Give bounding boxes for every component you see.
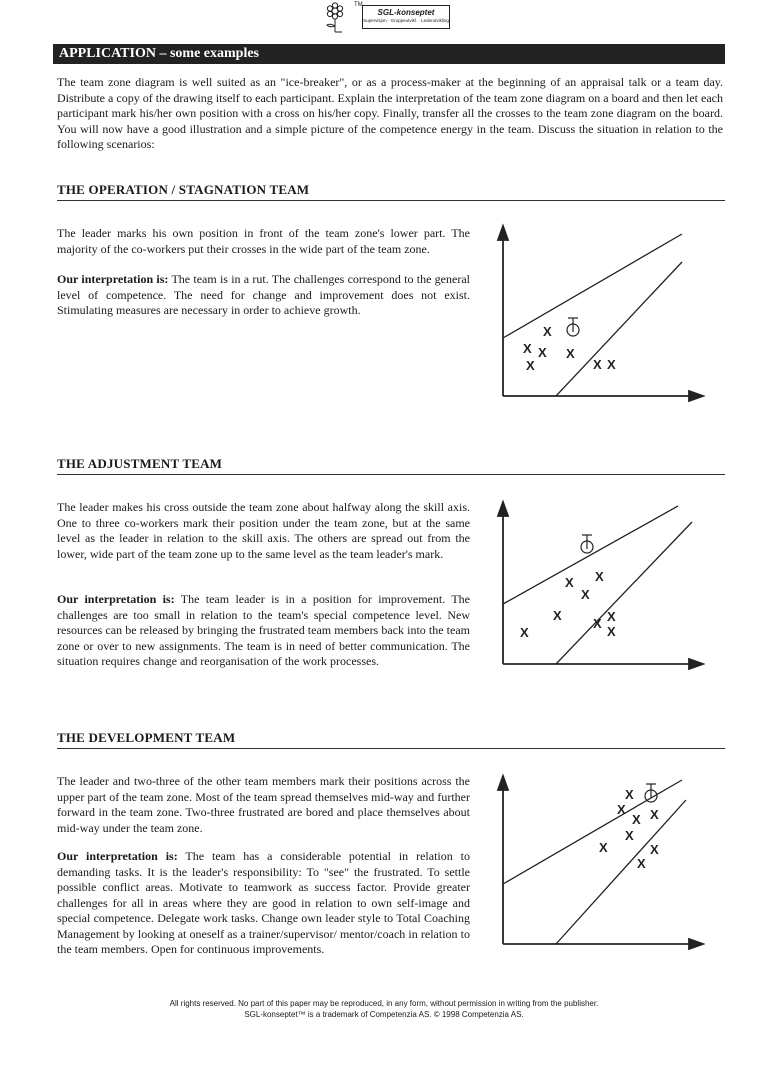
section-heading-adjustment: THE ADJUSTMENT TEAM bbox=[57, 456, 725, 475]
zone-upper-line bbox=[503, 234, 682, 338]
zone-lower-line bbox=[556, 262, 682, 396]
leader-mark bbox=[581, 535, 593, 553]
section-heading-operation: THE OPERATION / STAGNATION TEAM bbox=[57, 182, 725, 201]
axis-arrow-up bbox=[498, 226, 508, 240]
team-mark: X bbox=[595, 569, 604, 584]
team-mark: X bbox=[566, 346, 575, 361]
interpretation-label: Our interpretation is: bbox=[57, 272, 169, 286]
team-mark: X bbox=[607, 609, 616, 624]
team-mark: X bbox=[650, 842, 659, 857]
axis-arrow-right bbox=[689, 659, 703, 669]
trademark-mark: TM bbox=[354, 2, 363, 8]
team-mark: X bbox=[607, 624, 616, 639]
section-interpretation-development bbox=[57, 849, 470, 958]
team-mark: X bbox=[617, 802, 626, 817]
section-description-development: The leader and two-three of the other team members mark their positions across the upper part of the team zone. Most of the team spread themselves mid-way and further forward in the team zone. Two-three frustrated are bored and place themselves about mid-way under the team zone. bbox=[57, 774, 470, 835]
team-mark: X bbox=[632, 812, 641, 827]
page-title: APPLICATION – some examples bbox=[53, 44, 725, 64]
team-mark: X bbox=[538, 345, 547, 360]
team-mark: X bbox=[593, 616, 602, 631]
axis-arrow-up bbox=[498, 502, 508, 516]
team-mark: X bbox=[625, 828, 634, 843]
team-mark: X bbox=[607, 357, 616, 372]
team-mark: X bbox=[637, 856, 646, 871]
team-mark: X bbox=[520, 625, 529, 640]
team-mark: X bbox=[565, 575, 574, 590]
team-mark: X bbox=[581, 587, 590, 602]
team-mark: X bbox=[523, 341, 532, 356]
team-mark: X bbox=[650, 807, 659, 822]
axis-arrow-right bbox=[689, 939, 703, 949]
section-description-operation: The leader marks his own position in front of the team zone's lower part. The majority of the co-workers put their crosses in the wide part of the team zone. bbox=[57, 226, 470, 256]
section-interpretation-operation bbox=[57, 272, 470, 319]
company-logo bbox=[320, 2, 455, 34]
interpretation-text: The team has a considerable potential in relation to demanding tasks. It is the leader's responsibility: To "see" the frustrated. To settle possible conflict areas. Motivate to teamwork as success factor. Provide greater challenges for all in areas where they are good in relation to own self-image and special competence. Delegate work tasks. Change own leader style to Total Coaching Management by looking at oneself as a trainer/supervisor/ mentor/coach in relation to the team members. Open for continuous improvements. bbox=[57, 849, 470, 956]
axis-arrow-right bbox=[689, 391, 703, 401]
leader-mark bbox=[567, 318, 579, 336]
team-mark: X bbox=[526, 358, 535, 373]
trademark-notice: SGL-konseptet™ is a trademark of Competenzia AS. © 1998 Competenzia AS. bbox=[244, 1010, 524, 1019]
brand-tagline: Supervisjon · Gruppeutvikl. · Lederutvikling bbox=[363, 18, 449, 23]
team-zone-diagram-development bbox=[490, 772, 710, 954]
interpretation-label: Our interpretation is: bbox=[57, 592, 175, 606]
zone-upper-line bbox=[503, 780, 682, 884]
zone-lower-line bbox=[556, 522, 692, 664]
interpretation-label: Our interpretation is: bbox=[57, 849, 178, 863]
intro-paragraph: The team zone diagram is well suited as an "ice-breaker", or as a process-maker at the beginning of an appraisal talk or a team day. Distribute a copy of the drawing itself to each participant. Explain the interpretation of the team zone diagram on a board and then let each participant mark his/her own position with a cross on his/her copy. Finally, transfer all the crosses to the team zone diagram on the board. You will now have a good illustration and a simple picture of the competence energy in the team. Discuss the situation in relation to the following scenarios: bbox=[57, 75, 723, 151]
team-mark: X bbox=[593, 357, 602, 372]
team-mark: X bbox=[553, 608, 562, 623]
copyright-notice: All rights reserved. No part of this paper may be reproduced, in any form, without permission in writing from the publisher. bbox=[169, 999, 599, 1008]
section-description-adjustment: The leader makes his cross outside the team zone about halfway along the skill axis. One to three co-workers mark their position under the team zone, but at the same level as the leader in relation to the skill axis. The others are spread out from the lower, wide part of the team zone up to the same level as the team leader's mark. bbox=[57, 500, 470, 561]
flower-icon bbox=[320, 2, 350, 34]
axis-arrow-up bbox=[498, 776, 508, 790]
interpretation-text: The team is in a rut. The challenges correspond to the general level of competence. The need for change and improvement does not exist. Stimulating measures are necessary in order to achieve growth. bbox=[57, 272, 470, 317]
team-zone-diagram-adjustment bbox=[490, 498, 710, 676]
zone-lower-line bbox=[556, 800, 686, 944]
team-zone-diagram-operation bbox=[490, 222, 710, 404]
zone-upper-line bbox=[503, 506, 678, 604]
brand-box bbox=[362, 5, 450, 29]
section-interpretation-adjustment bbox=[57, 592, 470, 670]
leader-mark bbox=[645, 784, 657, 802]
team-mark: X bbox=[599, 840, 608, 855]
brand-name: SGL-konseptet bbox=[377, 8, 435, 17]
section-heading-development: THE DEVELOPMENT TEAM bbox=[57, 730, 725, 749]
team-mark: X bbox=[543, 324, 552, 339]
interpretation-text: The team leader is in a position for improvement. The challenges are too small in relation to the team's special competence level. New resources can be released by bringing the frustrated team members back into the team zone or over to new assignments. The team is in need of better communication. The situation requires change and reorganisation of the work processes. bbox=[57, 592, 470, 668]
team-mark: X bbox=[625, 787, 634, 802]
